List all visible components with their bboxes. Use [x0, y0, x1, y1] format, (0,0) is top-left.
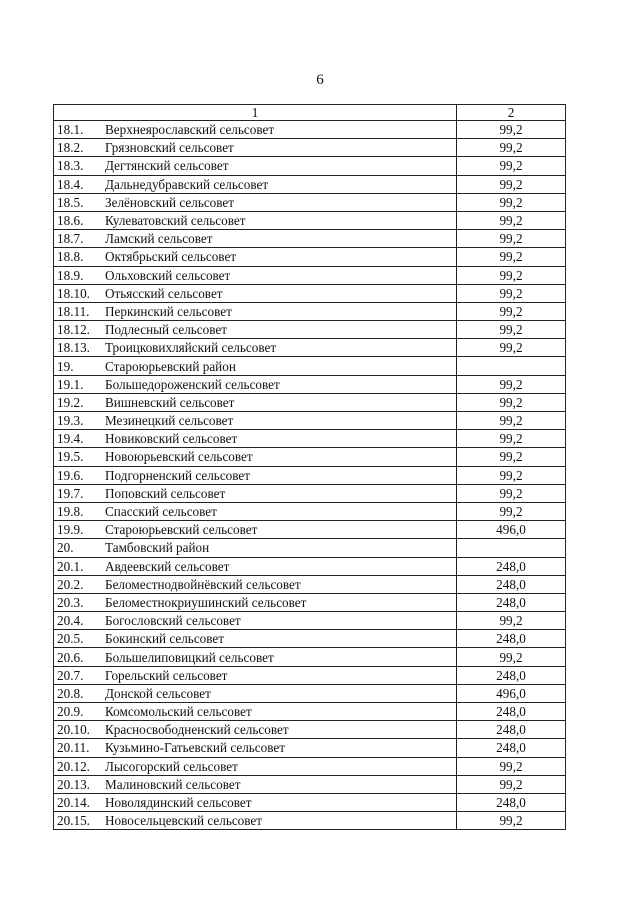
row-name: Староюрьевский сельсовет — [105, 522, 258, 538]
row-number: 18.10. — [57, 285, 90, 301]
row-number: 20.15. — [57, 813, 90, 829]
row-name-cell — [54, 612, 457, 630]
table-row — [54, 557, 566, 575]
row-name-cell — [54, 703, 457, 721]
row-number: 19.3. — [57, 413, 84, 429]
row-number: 20.3. — [57, 594, 84, 610]
row-name: Новоюрьевский сельсовет — [105, 449, 253, 465]
row-value: 99,2 — [457, 321, 566, 339]
row-value: 248,0 — [457, 630, 566, 648]
table-row — [54, 412, 566, 430]
row-name-cell — [54, 266, 457, 284]
row-name: Кузьмино-Гатьевский сельсовет — [105, 740, 286, 756]
row-name: Ольховский сельсовет — [105, 267, 231, 283]
row-name-cell — [54, 739, 457, 757]
table-row — [54, 666, 566, 684]
row-name: Троицковихляйский сельсовет — [105, 340, 277, 356]
row-value: 248,0 — [457, 793, 566, 811]
row-name: Новиковский сельсовет — [105, 431, 238, 447]
row-name: Тамбовский район — [105, 540, 210, 556]
row-number: 20.11. — [57, 740, 90, 756]
row-value: 248,0 — [457, 703, 566, 721]
table-row — [54, 302, 566, 320]
table-row — [54, 775, 566, 793]
row-value: 99,2 — [457, 339, 566, 357]
row-number: 20. — [57, 540, 74, 556]
row-value: 99,2 — [457, 612, 566, 630]
row-number: 20.2. — [57, 576, 84, 592]
row-name-cell — [54, 393, 457, 411]
row-value: 496,0 — [457, 684, 566, 702]
row-value: 99,2 — [457, 193, 566, 211]
row-name: Малиновский сельсовет — [105, 776, 241, 792]
row-name: Поповский сельсовет — [105, 485, 226, 501]
row-number: 18.12. — [57, 322, 90, 338]
row-value: 99,2 — [457, 248, 566, 266]
table-row — [54, 648, 566, 666]
table-row — [54, 266, 566, 284]
table-row — [54, 721, 566, 739]
row-name: Новосельцевский сельсовет — [105, 813, 263, 829]
row-name-cell — [54, 484, 457, 502]
row-value: 99,2 — [457, 302, 566, 320]
row-name: Подгорненский сельсовет — [105, 467, 251, 483]
table-row — [54, 703, 566, 721]
table-row — [54, 230, 566, 248]
row-value: 99,2 — [457, 157, 566, 175]
table-row — [54, 284, 566, 302]
row-name: Перкинский сельсовет — [105, 303, 232, 319]
table-row — [54, 739, 566, 757]
row-number: 20.13. — [57, 776, 90, 792]
row-name-cell — [54, 593, 457, 611]
row-name-cell — [54, 248, 457, 266]
row-name: Дальнедубравский сельсовет — [105, 176, 269, 192]
row-number: 18.6. — [57, 213, 84, 229]
row-number: 20.1. — [57, 558, 84, 574]
row-value: 248,0 — [457, 557, 566, 575]
row-number: 19.5. — [57, 449, 84, 465]
row-name-cell — [54, 684, 457, 702]
row-name-cell — [54, 793, 457, 811]
row-name: Подлесный сельсовет — [105, 322, 228, 338]
table-row — [54, 211, 566, 229]
row-number: 18.7. — [57, 231, 84, 247]
table-row — [54, 484, 566, 502]
table-row — [54, 448, 566, 466]
row-name: Авдеевский сельсовет — [105, 558, 230, 574]
row-name-cell — [54, 648, 457, 666]
row-number: 18.11. — [57, 303, 90, 319]
row-number: 20.10. — [57, 722, 90, 738]
row-number: 18.1. — [57, 122, 84, 138]
row-name: Кулеватовский сельсовет — [105, 213, 246, 229]
table-row — [54, 466, 566, 484]
row-name: Беломестнодвойнёвский сельсовет — [105, 576, 301, 592]
row-value: 99,2 — [457, 448, 566, 466]
row-name: Горельский сельсовет — [105, 667, 228, 683]
row-name: Мезинецкий сельсовет — [105, 413, 234, 429]
row-name: Октябрьский сельсовет — [105, 249, 237, 265]
row-name: Большелиповицкий сельсовет — [105, 649, 274, 665]
table-row — [54, 793, 566, 811]
row-number: 20.4. — [57, 613, 84, 629]
row-value: 99,2 — [457, 648, 566, 666]
table-header-row — [54, 105, 566, 121]
row-name-cell — [54, 448, 457, 466]
row-name-cell — [54, 466, 457, 484]
table-row — [54, 684, 566, 702]
row-name: Грязновский сельсовет — [105, 140, 234, 156]
row-number: 18.8. — [57, 249, 84, 265]
table-row — [54, 539, 566, 557]
row-name-cell — [54, 775, 457, 793]
row-name: Новолядинский сельсовет — [105, 795, 252, 811]
row-name-cell — [54, 721, 457, 739]
row-number: 20.14. — [57, 795, 90, 811]
row-name: Беломестнокриушинский сельсовет — [105, 594, 307, 610]
table-row — [54, 321, 566, 339]
row-value: 99,2 — [457, 139, 566, 157]
row-name: Спасский сельсовет — [105, 504, 217, 520]
row-value: 99,2 — [457, 775, 566, 793]
row-name-cell — [54, 230, 457, 248]
row-value: 248,0 — [457, 739, 566, 757]
table-row — [54, 157, 566, 175]
table-row — [54, 575, 566, 593]
row-name-cell — [54, 812, 457, 830]
row-value — [457, 539, 566, 557]
row-name-cell — [54, 193, 457, 211]
row-name-cell — [54, 521, 457, 539]
row-value: 99,2 — [457, 502, 566, 520]
page-number: 6 — [316, 72, 324, 88]
row-name-cell — [54, 757, 457, 775]
row-number: 19.4. — [57, 431, 84, 447]
row-name-cell — [54, 539, 457, 557]
row-name-cell — [54, 357, 457, 375]
table-row — [54, 812, 566, 830]
row-name-cell — [54, 557, 457, 575]
table-row — [54, 339, 566, 357]
row-name: Лысогорский сельсовет — [105, 758, 238, 774]
row-name-cell — [54, 284, 457, 302]
row-number: 19.7. — [57, 485, 84, 501]
table-row — [54, 357, 566, 375]
row-number: 20.12. — [57, 758, 90, 774]
row-value: 248,0 — [457, 666, 566, 684]
table-row — [54, 593, 566, 611]
table-row — [54, 248, 566, 266]
row-number: 20.7. — [57, 667, 84, 683]
table-row — [54, 375, 566, 393]
row-number: 20.8. — [57, 685, 84, 701]
row-name-cell — [54, 157, 457, 175]
table-body — [54, 105, 566, 830]
row-name-cell — [54, 339, 457, 357]
allocation-table — [53, 104, 566, 830]
row-name: Дегтянский сельсовет — [105, 158, 229, 174]
table-row — [54, 393, 566, 411]
table-row — [54, 630, 566, 648]
row-name: Вишневский сельсовет — [105, 394, 235, 410]
row-number: 20.9. — [57, 704, 84, 720]
row-value: 248,0 — [457, 593, 566, 611]
header-col-2: 2 — [457, 105, 566, 121]
table-row — [54, 430, 566, 448]
table-row — [54, 757, 566, 775]
row-name-cell — [54, 139, 457, 157]
row-name-cell — [54, 375, 457, 393]
header-col-1: 1 — [54, 105, 457, 121]
table-row — [54, 121, 566, 139]
row-name-cell — [54, 412, 457, 430]
row-name-cell — [54, 630, 457, 648]
row-number: 18.2. — [57, 140, 84, 156]
row-name-cell — [54, 211, 457, 229]
row-value: 248,0 — [457, 721, 566, 739]
row-value: 99,2 — [457, 412, 566, 430]
row-value: 99,2 — [457, 466, 566, 484]
row-number: 19.1. — [57, 376, 84, 392]
row-name: Красносвободненский сельсовет — [105, 722, 289, 738]
row-number: 18.4. — [57, 176, 84, 192]
row-number: 19.8. — [57, 504, 84, 520]
row-name-cell — [54, 302, 457, 320]
row-number: 19.9. — [57, 522, 84, 538]
row-number: 19. — [57, 358, 74, 374]
row-name: Большедороженский сельсовет — [105, 376, 280, 392]
row-name: Комсомольский сельсовет — [105, 704, 252, 720]
row-number: 18.13. — [57, 340, 90, 356]
row-name: Староюрьевский район — [105, 358, 236, 374]
table-row — [54, 612, 566, 630]
row-value: 99,2 — [457, 812, 566, 830]
row-number: 20.6. — [57, 649, 84, 665]
row-name: Верхнеярославский сельсовет — [105, 122, 275, 138]
row-name-cell — [54, 430, 457, 448]
row-name-cell — [54, 575, 457, 593]
row-value: 99,2 — [457, 175, 566, 193]
row-value: 99,2 — [457, 375, 566, 393]
row-value: 99,2 — [457, 393, 566, 411]
row-name-cell — [54, 121, 457, 139]
table-row — [54, 502, 566, 520]
row-value: 496,0 — [457, 521, 566, 539]
row-value: 99,2 — [457, 284, 566, 302]
row-number: 19.2. — [57, 394, 84, 410]
row-name-cell — [54, 321, 457, 339]
row-number: 19.6. — [57, 467, 84, 483]
row-name: Богословский сельсовет — [105, 613, 241, 629]
row-value: 99,2 — [457, 266, 566, 284]
row-value: 248,0 — [457, 575, 566, 593]
row-name-cell — [54, 666, 457, 684]
row-name: Донской сельсовет — [105, 685, 211, 701]
row-name: Ламский сельсовет — [105, 231, 213, 247]
row-name: Зелёновский сельсовет — [105, 194, 235, 210]
row-value: 99,2 — [457, 211, 566, 229]
row-number: 20.5. — [57, 631, 84, 647]
row-number: 18.3. — [57, 158, 84, 174]
row-name-cell — [54, 175, 457, 193]
row-value — [457, 357, 566, 375]
table-row — [54, 175, 566, 193]
table-row — [54, 139, 566, 157]
row-value: 99,2 — [457, 230, 566, 248]
table-row — [54, 521, 566, 539]
row-value: 99,2 — [457, 121, 566, 139]
row-value: 99,2 — [457, 757, 566, 775]
row-value: 99,2 — [457, 484, 566, 502]
row-name: Отьясский сельсовет — [105, 285, 223, 301]
row-number: 18.9. — [57, 267, 84, 283]
table-row — [54, 193, 566, 211]
row-name-cell — [54, 502, 457, 520]
row-number: 18.5. — [57, 194, 84, 210]
row-value: 99,2 — [457, 430, 566, 448]
row-name: Бокинский сельсовет — [105, 631, 225, 647]
